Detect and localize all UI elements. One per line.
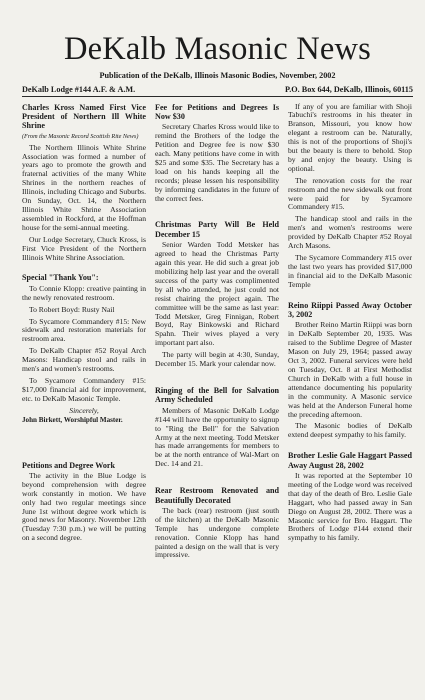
petitions-paragraph: The activity in the Blue Lodge is beyond comprehension with degree work constantly in motion. We have only had two regular meetings since June 1st without degree work which is good news for Masonry. November 12th (Tuesday 7:30 p.m.) we will be putting on a second degree. [22, 470, 146, 543]
closing-sincerely: Sincerely, [69, 405, 99, 415]
lodge-name: DeKalb Lodge #144 A.F. & A.M. [22, 84, 136, 94]
fee-paragraph: Secretary Charles Kross would like to remind the Brothers of the lodge the Petition and Degree fee is now $30 each. Many petitions have come in with $25 and some $35. The Secretary has a load on his hands keeping all the records; please lessen his responsibility by informing candidates in the future of the correct fees. [155, 122, 279, 203]
christmas-paragraph: The party will begin at 4:30, Sunday, December 15. Mark your calendar now. [155, 350, 279, 369]
masthead-subtitle: Publication of the DeKalb, Illinois Masonic Bodies, November, 2002 [99, 70, 336, 80]
thanks-paragraph: To Robert Boyd: Rusty Nail [29, 304, 115, 314]
restroom-headline: Rear Restroom Renovated and Beautifully Decorated [155, 486, 279, 505]
riippi-paragraph: Brother Reino Martin Riippi was born in DeKalb September 20, 1935. Was raised to the Sublime Degree of Master Mason on July 29, 1964; passed away Oct 3, 2002. Funeral services were held on Tuesday, Oct. 8 at First Methodist Church in DeKalb with a full house in attendance documenting his popularity in the community. A Masonic service was held at the Anderson Funeral home the preceding afternoon. [288, 320, 412, 419]
kross-headline: Charles Kross Named First Vice President of Northern Ill White Shrine [22, 102, 146, 131]
article-columns [22, 103, 413, 564]
column-1 [22, 103, 146, 564]
restroom-paragraph: The back (rear) restroom (just south of the kitchen) at the DeKalb Masonic Temple has undergone complete renovation. Connie Klopp has hand painted a design on the wall that is very impressive. [155, 505, 279, 560]
thanks-paragraph: To Sycamore Commandery #15: $17,000 financial aid for improvement, etc. to DeKalb Masonic Temple. [22, 375, 146, 403]
column-3 [288, 103, 412, 564]
restroom-continued-paragraph: The handicap stool and rails in the men's and women's restrooms were provided by DeKalb Chapter #52 Royal Arch Masons. [288, 214, 412, 251]
thanks-paragraph: To Sycamore Commandery #15: New sidewalk and restoration materials for restroom area. [22, 316, 146, 344]
riippi-headline: Reino Riippi Passed Away October 3, 2002 [288, 300, 412, 320]
christmas-headline: Christmas Party Will Be Held December 15 [155, 220, 279, 239]
lodge-address: P.O. Box 644, DeKalb, Illinois, 60115 [285, 84, 413, 94]
haggart-paragraph: It was reported at the September 10 meeting of the Lodge word was received that day of the death of Bro. Leslie Gale Haggart, who had passed away in San Diego on August 28, 2002. There was a Masonic service for Bro. Haggart. The Brothers of Lodge #144 extend their sympathy to his family. [288, 471, 412, 543]
thanks-headline: Special "Thank You": [22, 273, 99, 283]
bell-headline: Ringing of the Bell for Salvation Army Scheduled [155, 385, 279, 405]
masthead-info-row [22, 85, 413, 94]
restroom-continued-paragraph: The renovation costs for the rear restroom and the new sidewalk out front were paid for by Sycamore Commandery #15. [288, 175, 412, 212]
haggart-headline: Brother Leslie Gale Haggart Passed Away August 28, 2002 [288, 451, 412, 470]
fee-headline: Fee for Petitions and Degrees Is Now $30 [155, 102, 279, 121]
kross-paragraph: The Northern Illinois White Shrine Association was formed a number of years ago to promote the growth and fraternal activities of the many White Shrines in the northern reaches of Illinois, including Chicago and Suburbs. On Sunday, Oct. 14, the Northern Illinois White Shrine Association assembled in Rockford, at the Hoffman house for the semi-annual meeting. [22, 142, 146, 232]
riippi-paragraph: The Masonic bodies of DeKalb extend deepest sympathy to his family. [288, 421, 412, 440]
thanks-paragraph: To Connie Klopp: creative painting in the newly renovated restroom. [22, 283, 146, 302]
masthead-rule [22, 96, 413, 97]
restroom-continued-paragraph: The Sycamore Commandery #15 over the last two years has provided $17,000 in financial aid to the DeKalb Masonic Temple [288, 253, 412, 289]
kross-byline: (From the Masonic Record Scottish Rite News) [22, 132, 139, 140]
bell-paragraph: Members of Masonic DeKalb Lodge #144 will have the opportunity to signup to "Ring the Bell" for the Salvation Army at the next meeting. Todd Metsker has made arrangements for members to be at the north entrance of Wal-Mart on Dec. 14 and 21. [155, 405, 279, 469]
signature: John Birkett, Worshipful Master. [22, 415, 123, 424]
thanks-paragraph: To DeKalb Chapter #52 Royal Arch Masons: Handicap stool and rails in men's and women's restrooms. [22, 346, 146, 374]
christmas-paragraph: Senior Warden Todd Metsker has agreed to head the Christmas Party again this year. He did such a great job mobilizing help last year and the overall success of the party was complimented by all who attended, he just could not resist chairing the project again. The committee will be the same as last year: Todd Metsker, Greg Finnigan, Robert Boyd, Ray Binkowski and Richard Spahn. Their wives played a very important part also. [155, 240, 279, 348]
kross-paragraph: Our Lodge Secretary, Chuck Kross, is First Vice President of the Northern Illinois White Shrine Association. [22, 234, 146, 262]
petitions-headline: Petitions and Degree Work [22, 460, 115, 470]
restroom-continued-paragraph: If any of you are familiar with Shoji Tabuchi's restrooms in his theater in Branson, Missouri, you know how elegant a restroom can be. Naturally, this is not of the proportions of Shoji's but the beauty is there to behold. Stop by and enjoy the beauty. Using is optional. [288, 101, 412, 173]
column-2 [155, 103, 279, 564]
masthead-title: DeKalb Masonic News [63, 31, 372, 67]
